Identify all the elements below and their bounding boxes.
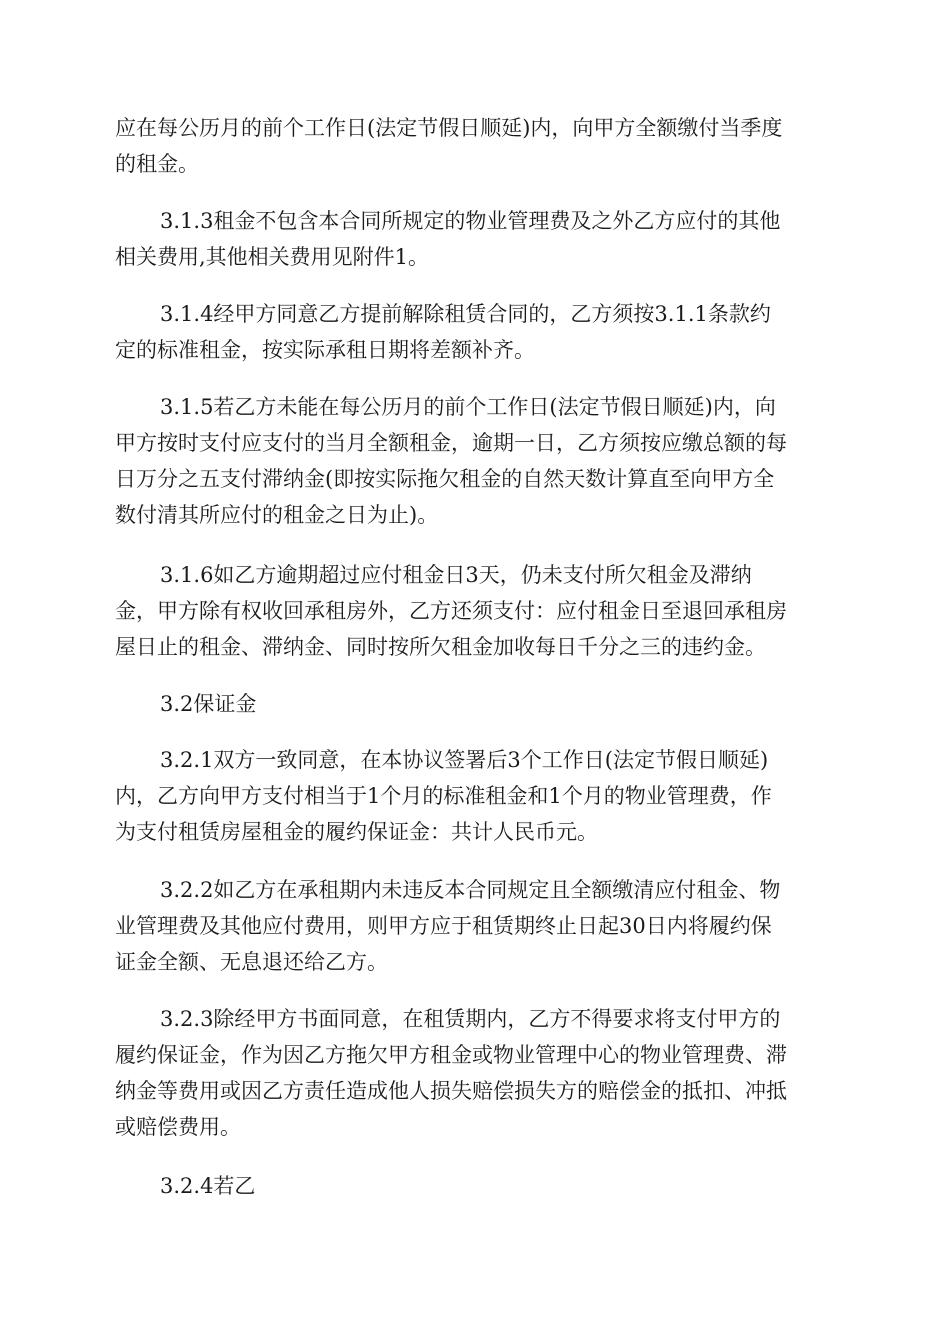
text-line: 金，甲方除有权收回承租房外，乙方还须支付：应付租金日至退回承租房 xyxy=(115,599,787,623)
text-line: 屋日止的租金、滞纳金、同时按所欠租金加收每日千分之三的违约金。 xyxy=(115,635,766,659)
text-line: 的租金。 xyxy=(115,152,199,176)
section-heading-3-2 xyxy=(115,686,835,722)
text-line: 业管理费及其他应付费用，则甲方应于租赁期终止日起30日内将履约保 xyxy=(115,914,772,938)
paragraph-3-2-3 xyxy=(115,1001,835,1145)
text-line: 日万分之五支付滞纳金(即按实际拖欠租金的自然天数计算直至向甲方全 xyxy=(115,467,775,491)
text-line: 3.1.6如乙方逾期超过应付租金日3天，仍未支付所欠租金及滞纳 xyxy=(160,563,752,587)
text-line: 证金全额、无息退还给乙方。 xyxy=(115,950,388,974)
paragraph-rent-payment-continued xyxy=(115,110,835,182)
text-line: 甲方按时支付应支付的当月全额租金，逾期一日，乙方须按应缴总额的每 xyxy=(115,431,787,455)
text-line: 应在每公历月的前个工作日(法定节假日顺延)内，向甲方全额缴付当季度 xyxy=(115,116,783,140)
paragraph-3-2-2 xyxy=(115,872,835,980)
text-line: 纳金等费用或因乙方责任造成他人损失赔偿损失方的赔偿金的抵扣、冲抵 xyxy=(115,1079,787,1103)
paragraph-3-2-4 xyxy=(115,1168,835,1204)
text-line: 履约保证金，作为因乙方拖欠甲方租金或物业管理中心的物业管理费、滞 xyxy=(115,1043,787,1067)
paragraph-3-2-1 xyxy=(115,742,835,850)
paragraph-3-1-6 xyxy=(115,557,835,665)
text-line: 3.2.4若乙 xyxy=(160,1174,256,1198)
paragraph-3-1-3 xyxy=(115,203,835,275)
text-line: 内，乙方向甲方支付相当于1个月的标准租金和1个月的物业管理费，作 xyxy=(115,784,772,808)
text-line: 3.1.4经甲方同意乙方提前解除租赁合同的，乙方须按3.1.1条款约 xyxy=(160,302,771,326)
text-line: 3.2.1双方一致同意，在本协议签署后3个工作日(法定节假日顺延) xyxy=(160,748,769,772)
text-line: 3.2.3除经甲方书面同意，在租赁期内，乙方不得要求将支付甲方的 xyxy=(160,1007,781,1031)
text-line: 为支付租赁房屋租金的履约保证金：共计人民币元。 xyxy=(115,820,598,844)
paragraph-3-1-5 xyxy=(115,389,835,533)
paragraph-3-1-4 xyxy=(115,296,835,368)
text-line: 相关费用,其他相关费用见附件1。 xyxy=(115,245,430,269)
text-line: 或赔偿费用。 xyxy=(115,1115,241,1139)
text-line: 3.1.3租金不包含本合同所规定的物业管理费及之外乙方应付的其他 xyxy=(160,209,781,233)
text-line: 数付清其所应付的租金之日为止)。 xyxy=(115,503,439,527)
text-line: 3.1.5若乙方未能在每公历月的前个工作日(法定节假日顺延)内，向 xyxy=(160,395,776,419)
text-line: 定的标准租金，按实际承租日期将差额补齐。 xyxy=(115,338,535,362)
text-line: 3.2.2如乙方在承租期内未违反本合同规定且全额缴清应付租金、物 xyxy=(160,878,781,902)
text-line: 3.2保证金 xyxy=(160,692,257,716)
